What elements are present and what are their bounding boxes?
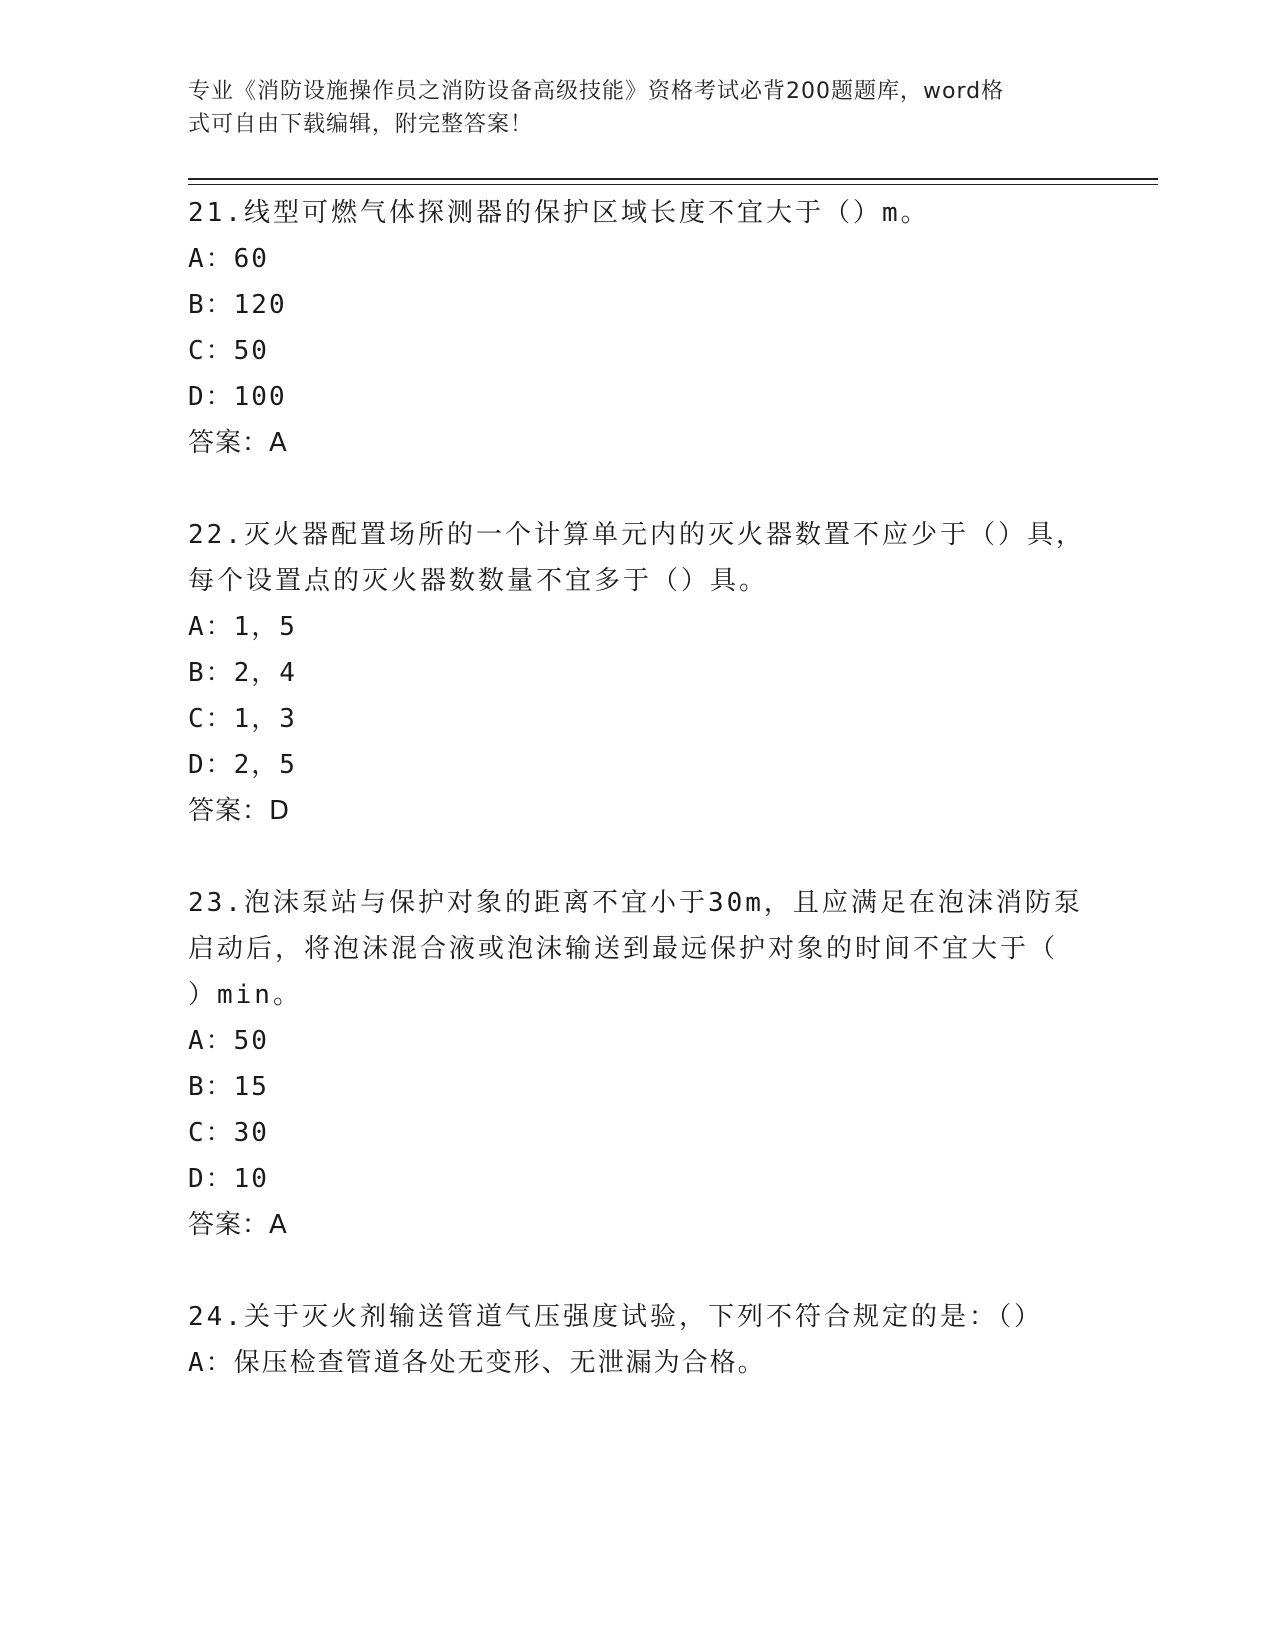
option-b: B：2，4 <box>188 658 297 688</box>
option-b: B：15 <box>188 1072 269 1102</box>
header-line-2: 式可自由下载编辑，附完整答案！ <box>188 112 534 137</box>
question-22 <box>188 512 1088 834</box>
question-24 <box>188 1294 1088 1386</box>
option-c: C：30 <box>188 1118 269 1148</box>
document-header <box>188 75 1068 141</box>
header-line-1: 专业《消防设施操作员之消防设备高级技能》资格考试必背200题题库，word格 <box>188 79 1005 104</box>
answer-text: 答案：A <box>188 1210 288 1240</box>
question-21 <box>188 190 1088 466</box>
option-b: B：120 <box>188 290 287 320</box>
answer-text: 答案：A <box>188 428 288 458</box>
question-text-line-1: 23.泡沫泵站与保护对象的距离不宜小于30m，且应满足在泡沫消防泵 <box>188 888 1083 918</box>
option-a: A：保压检查管道各处无变形、无泄漏为合格。 <box>188 1348 766 1378</box>
question-text: 21.线型可燃气体探测器的保护区域长度不宜大于（）m。 <box>188 198 930 228</box>
question-text-line-1: 22.灭火器配置场所的一个计算单元内的灭火器数置不应少于（）具， <box>188 520 1085 550</box>
header-divider-thick <box>188 178 1158 180</box>
option-d: D：10 <box>188 1164 269 1194</box>
question-text-line-2: 每个设置点的灭火器数数量不宜多于（）具。 <box>188 566 769 596</box>
question-text-line-2: 启动后，将泡沫混合液或泡沫输送到最远保护对象的时间不宜大于（ <box>188 934 1059 964</box>
question-list <box>188 190 1088 1432</box>
question-23 <box>188 880 1088 1248</box>
question-text-line-3: ）min。 <box>188 980 302 1010</box>
option-c: C：50 <box>188 336 269 366</box>
option-a: A：60 <box>188 244 269 274</box>
answer-text: 答案：D <box>188 796 291 826</box>
question-text: 24.关于灭火剂输送管道气压强度试验，下列不符合规定的是：（） <box>188 1302 1043 1332</box>
header-divider-thin <box>188 184 1158 185</box>
option-a: A：1，5 <box>188 612 297 642</box>
option-c: C：1，3 <box>188 704 297 734</box>
option-d: D：2，5 <box>188 750 297 780</box>
option-d: D：100 <box>188 382 287 412</box>
option-a: A：50 <box>188 1026 269 1056</box>
